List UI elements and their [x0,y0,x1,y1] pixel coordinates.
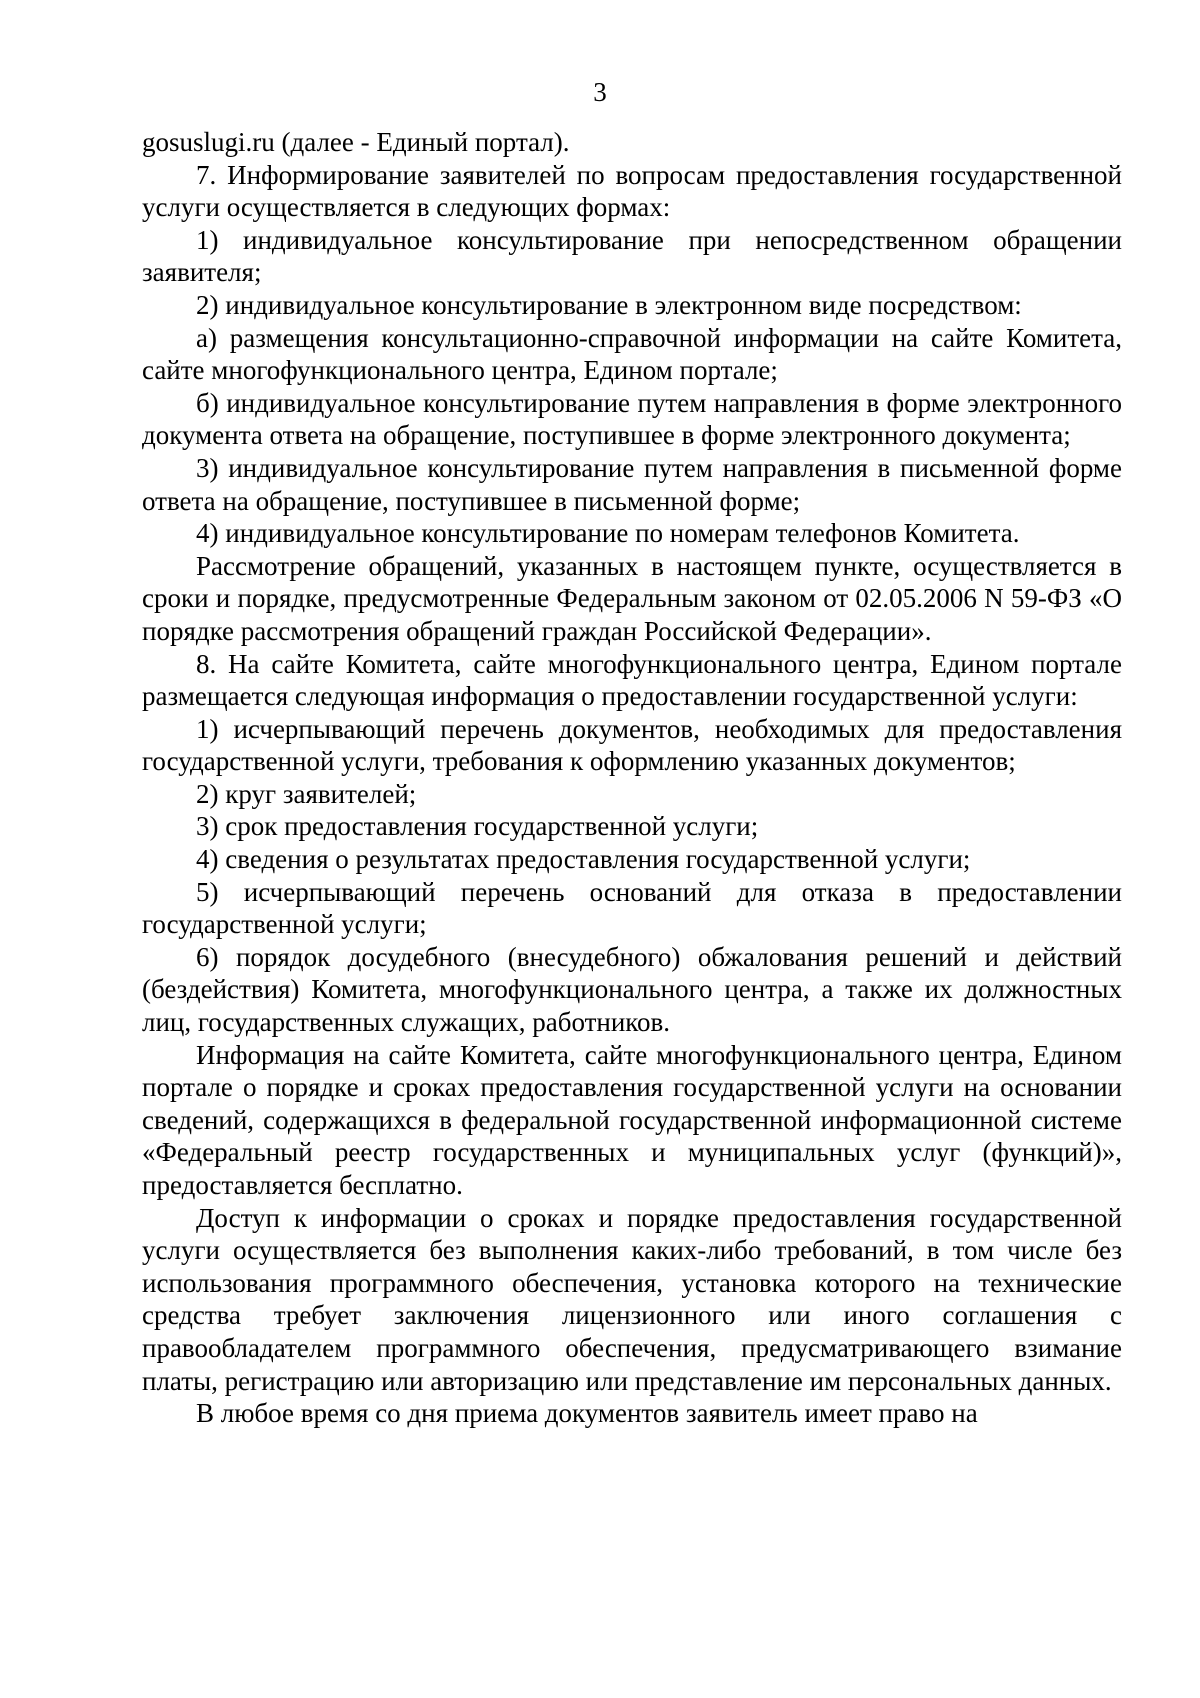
paragraph: 5) исчерпывающий перечень оснований для отказа в предоставлении государственной услуги; [142,876,1122,940]
paragraph: 7. Информирование заявителей по вопросам предоставления государственной услуги осуществляется в следующих формах: [142,159,1122,223]
paragraph: 4) сведения о результатах предоставления государственной услуги; [196,844,971,875]
paragraph: 1) индивидуальное консультирование при непосредственном обращении заявителя; [142,224,1122,288]
paragraph: б) индивидуальное консультирование путем направления в форме электронного документа ответа на обращение, поступившее в форме электронного документа; [142,387,1122,451]
paragraph: 4) индивидуальное консультирование по номерам телефонов Комитета. [196,518,1020,549]
paragraph: 1) исчерпывающий перечень документов, необходимых для предоставления государственной услуги, требования к оформлению указанных документов; [142,713,1122,777]
paragraph: а) размещения консультационно-справочной информации на сайте Комитета, сайте многофункционального центра, Едином портале; [142,322,1122,386]
paragraph: 3) индивидуальное консультирование путем направления в письменной форме ответа на обращение, поступившее в письменной форме; [142,452,1122,516]
paragraph: Доступ к информации о сроках и порядке предоставления государственной услуги осуществляется без выполнения каких-либо требований, в том числе без использования программного обеспечения, установка которого на технические средства требует заключения лицензионного или иного соглашения с правообладателем программного обеспечения, предусматривающего взимание платы, регистрацию или авторизацию или представление им персональных данных. [142,1202,1122,1396]
paragraph: gosuslugi.ru (далее - Единый портал). [142,127,570,157]
paragraph: 3) срок предоставления государственной услуги; [196,811,759,842]
paragraph: Информация на сайте Комитета, сайте многофункционального центра, Едином портале о порядке и сроках предоставления государственной услуги на основании сведений, содержащихся в федеральной государственной информационной системе «Федеральный реестр государственных и муниципальных услуг (функций)», предоставляется бесплатно. [142,1039,1122,1200]
paragraph: Рассмотрение обращений, указанных в настоящем пункте, осуществляется в сроки и порядке, предусмотренные Федеральным законом от 02.05.2006 N 59-ФЗ «О порядке рассмотрения обращений граждан Российской Федерации». [142,550,1122,646]
paragraph: 2) индивидуальное консультирование в электронном виде посредством: [196,289,1022,320]
page-number: 3 [593,77,607,107]
paragraph: 8. На сайте Комитета, сайте многофункционального центра, Едином портале размещается следующая информация о предоставлении государственной услуги: [142,648,1122,712]
paragraph: 2) круг заявителей; [196,778,417,809]
paragraph: 6) порядок досудебного (внесудебного) обжалования решений и действий (бездействия) Комитета, многофункционального центра, а также их должностных лиц, государственных служащих, работников. [142,941,1122,1038]
paragraph: В любое время со дня приема документов заявитель имеет право на [196,1398,978,1429]
document-body [142,126,1122,1430]
